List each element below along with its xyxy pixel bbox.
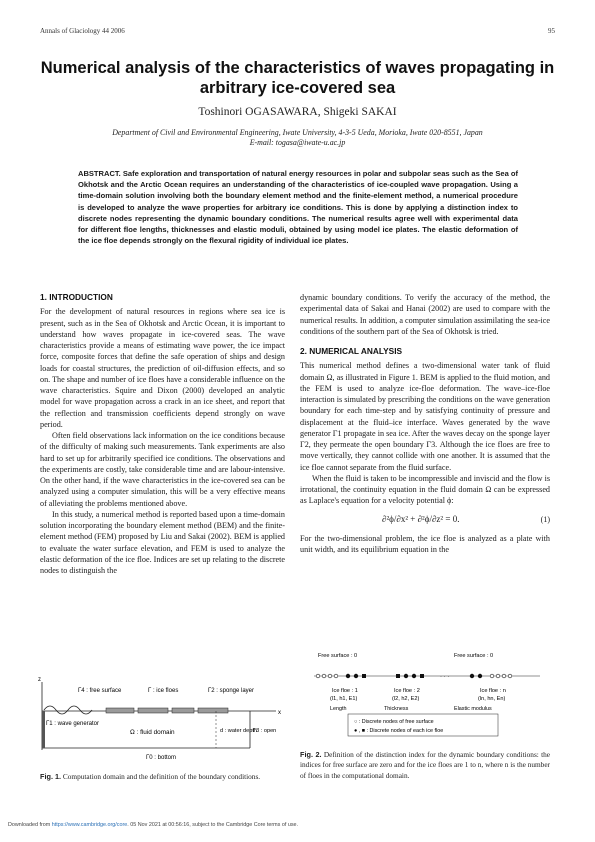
gamma2-label: Γ2 : sponge layer (208, 688, 254, 694)
right-paragraph-0: dynamic boundary conditions. To verify the accuracy of the method, the experimental data of Sakai and Hanai (2002) are used to compare with the numerical results. In addition, a computer simulation assimilating the sea-ice conditions of the southern part of the Sea of Okhotsk is tried. (300, 293, 550, 336)
free-node (334, 674, 338, 678)
free-surface-left-label: Free surface : 0 (318, 653, 358, 659)
footer-suffix: . 05 Nov 2021 at 00:56:16, subject to the Cambridge Core terms of use. (127, 822, 299, 828)
footer-link[interactable]: https://www.cambridge.org/core (51, 822, 128, 828)
download-footer (8, 822, 298, 828)
abstract (78, 168, 518, 246)
floe-node (396, 674, 400, 678)
legend-ice-floe: ● , ■ : Discrete nodes of each ice floe (354, 728, 444, 734)
free-node (496, 674, 500, 678)
thickness-label: Thickness (384, 706, 409, 712)
floe-node (354, 674, 358, 678)
legend-free-surface: ○ : Discrete nodes of free surface (354, 719, 434, 725)
free-node (322, 674, 326, 678)
length-label: Length (330, 706, 347, 712)
ellipsis: · · · (440, 674, 450, 680)
figure-1-diagram (36, 672, 288, 764)
article-title: Numerical analysis of the characteristics of waves propagating in arbitrary ice-covered sea (40, 59, 555, 97)
page-number: 95 (548, 27, 555, 35)
free-node (328, 674, 332, 678)
footer-prefix: Downloaded from (8, 822, 51, 828)
omega-label: Ω : fluid domain (130, 729, 175, 736)
figure-2-diagram (304, 648, 550, 740)
gamma-ice-label: Γ : ice floes (148, 688, 179, 694)
gamma3-label: Γ3 : open (253, 728, 277, 734)
abstract-label: ABSTRACT. (78, 169, 121, 178)
numerical-paragraph-1: This numerical method defines a two-dimensional water tank of fluid domain Ω, as illustrated in Figure 1. BEM is applied to the fluid motion, and the FEM is used to analyze ice-floe deformation. The wave–ice-floe interaction is simulated by prescribing the conditions on the wave generation boundary for each time-step and by satisfying continuity of pressure and displacement at the fluid–ice interface. Waves generated by the wave generator Γ1 propagate in sea ice. After the waves decay on the sponge layer Γ2, they permeate the open boundary Γ3. Although the ice floes are free to move vertically, they cannot collide with one another. It is assumed that the ice floe cannot separate from the fluid surface. (300, 361, 551, 472)
wave-curve (44, 706, 92, 714)
floe-node (412, 674, 416, 678)
equation-1: ∂²ϕ/∂x² + ∂²ϕ/∂z² = 0. (382, 513, 460, 524)
free-node (502, 674, 506, 678)
z-label: z (38, 677, 41, 683)
abstract-text: Safe exploration and transportation of natural energy resources in polar and subpolar seas such as the Sea of Okhotsk and the Arctic Ocean requires an understanding of the characteristics of ice-coupled wave propagation. Using a time-domain solution involving both the boundary element method and the finite-element method, a numerical procedure is developed to analyze the wave properties for arbitrary ice conditions. This is done by applying a distinction index to discrete nodes representing the dynamic boundary conditions. The numerical results agree well with experimental data for different floe lengths, thicknesses and elastic moduli, obtained by using model ice plates. The elastic deformation of the ice floe depends strongly on the flexural rigidity of individual ice plates. (78, 169, 518, 246)
floe-n-label: Ice floe : n (480, 688, 506, 694)
figure-2-caption (300, 750, 550, 781)
left-column (40, 292, 285, 576)
figure-2-caption-label: Fig. 2. (300, 750, 322, 759)
equation-block (300, 509, 550, 531)
floe-2-label: Ice floe : 2 (394, 688, 420, 694)
floe-node (346, 674, 350, 678)
ice-floe-3 (172, 708, 194, 713)
gamma4-label: Γ4 : free surface (78, 688, 122, 694)
right-column (300, 292, 550, 555)
intro-paragraph-3: In this study, a numerical method is reported based upon a time-domain solution incorporating the boundary element method (BEM) and the finite-element method (FEM) proposed by Liu and Sakai (2002). BEM is applied to evaluate the water surface elevation, and FEM is used to analyze the elastic deformation of the ice floe. Indices are set up relating to the discrete nodes to distinguish the (40, 509, 285, 575)
free-node (490, 674, 494, 678)
ice-floe-2 (138, 708, 168, 713)
numerical-paragraph-2: When the fluid is taken to be incompressible and inviscid and the flow is irrotational, the continuity equation in the fluid domain Ω can be expressed as Laplace's equation for a velocity potential ϕ: (300, 473, 550, 506)
floe-node (404, 674, 408, 678)
gamma1-label: Γ1 : wave generator (46, 721, 100, 727)
intro-paragraph-2: Often field observations lack information on the ice conditions because of the difficulty of making such measurements. Tank experiments are also hard to set up for arbitrarily specified ice conditions. The observations and the experiments are costly, take considerable time and are labour-intensive. On the other hand, if the wave characteristics in the ice-covered sea can be analyzed using a computer simulation, this will be a very effective means of alleviating the problems mentioned above. (40, 431, 285, 508)
email: E-mail: togasa@iwate-u.ac.jp (249, 138, 346, 147)
intro-paragraph-1: For the development of natural resources in regions where sea ice is present, such as in the Sea of Okhotsk and Arctic Ocean, it is important to understand how waves propagate in ice-covered seas. The wave characteristics provide a means of estimating wave power, the ice impact force, composite forces that define the safe operation of ships and design loads for coastal structures, the prediction of oil-diffusion effects, and so on. The shape and number of ice floes have a considerable influence on the wave characteristics. Squire and Dixon (2000) developed an analytic model for wave propagation across a crack in an ice sheet, and report that the reflection and transmission coefficients depend strongly on wave period. (40, 307, 285, 429)
floe-n-params: (ln, hn, En) (478, 696, 506, 702)
numerical-heading: 2. NUMERICAL ANALYSIS (300, 346, 403, 356)
free-node (316, 674, 320, 678)
figure-1-caption-text: Computation domain and the definition of the boundary conditions. (62, 772, 261, 781)
free-node (508, 674, 512, 678)
floe-node (420, 674, 424, 678)
elastic-modulus-label: Elastic modulus (454, 706, 492, 712)
numerical-paragraph-3: For the two-dimensional problem, the ice floe is analyzed as a plate with unit width, and its equilibrium equation in the (300, 533, 550, 554)
floe-1-params: (l1, h1, E1) (330, 696, 358, 702)
ice-floe-4 (198, 708, 228, 713)
running-head-journal: Annals of Glaciology 44 2006 (40, 27, 125, 35)
figure-1-caption-label: Fig. 1. (40, 772, 62, 781)
figure-2-caption-text: Definition of the distinction index for the dynamic boundary conditions: the indices for free surface are zero and for the ice floes are 1 to n, where n is the number of floes in the computational domain. (300, 750, 550, 780)
floe-node (470, 674, 474, 678)
ice-floe-1 (106, 708, 134, 713)
floe-1-label: Ice floe : 1 (332, 688, 358, 694)
affiliation-address: Department of Civil and Environmental Engineering, Iwate University, 4-3-5 Ueda, Morioka, Iwate 020-8551, Japan (112, 128, 483, 137)
floe-node (362, 674, 366, 678)
wave-generator-paddle (42, 711, 45, 748)
gamma0-label: Γ0 : bottom (146, 755, 176, 761)
figure-1-caption (40, 772, 285, 782)
affiliation (40, 128, 555, 148)
equation-number: (1) (540, 514, 550, 524)
depth-label: d : water depth (220, 728, 258, 734)
floe-2-params: (l2, h2, E2) (392, 696, 420, 702)
authors: Toshinori OGASAWARA, Shigeki SAKAI (198, 106, 397, 118)
x-label: x (278, 710, 281, 716)
free-surface-right-label: Free surface : 0 (454, 653, 494, 659)
floe-node (478, 674, 482, 678)
intro-heading: 1. INTRODUCTION (40, 292, 113, 302)
